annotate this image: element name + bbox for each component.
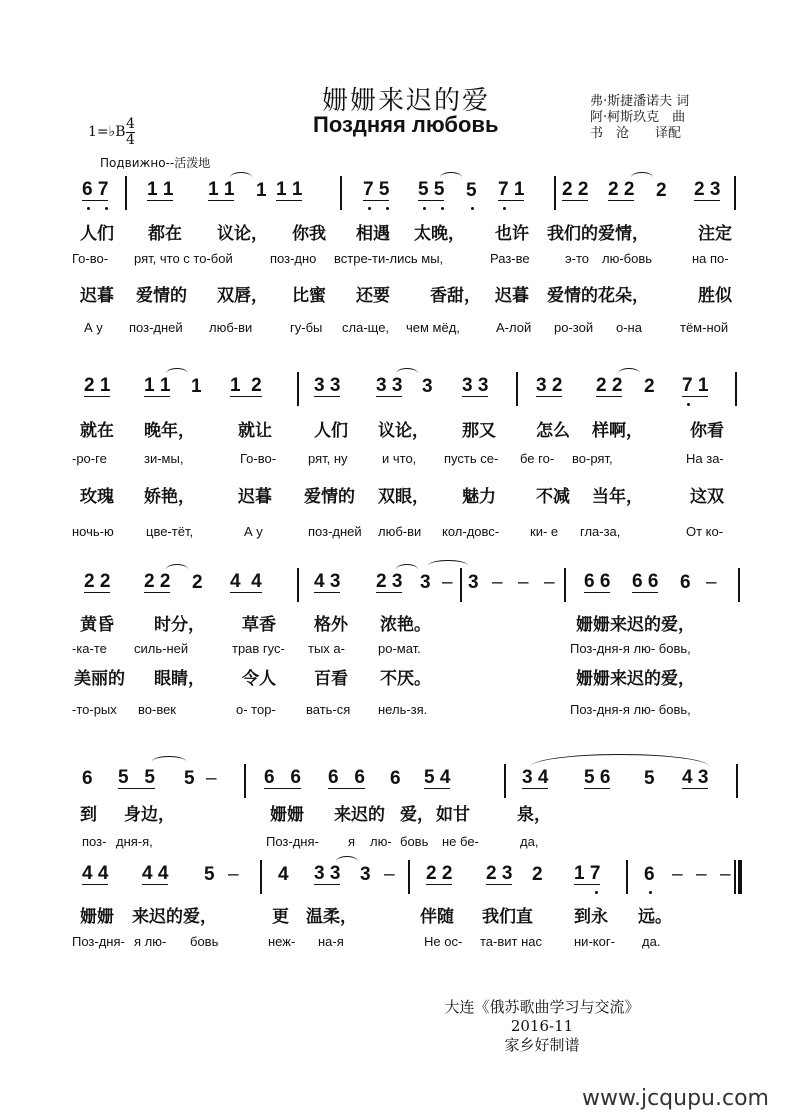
tie xyxy=(618,368,640,379)
tie xyxy=(396,564,418,575)
dash: – xyxy=(384,864,395,885)
footer-source: 大连《俄苏歌曲学习与交流》 xyxy=(444,998,640,1016)
music-staff-2 xyxy=(78,372,742,412)
note: 6 xyxy=(644,864,655,885)
low-octave-dot xyxy=(386,207,389,210)
barline xyxy=(297,568,299,602)
note: 1 xyxy=(191,376,202,397)
note-group: 3 2 xyxy=(536,375,563,396)
note-group: 2 3 xyxy=(376,571,403,592)
time-sig-bottom: 4 xyxy=(126,132,135,148)
key-signature xyxy=(88,124,126,140)
low-octave-dot xyxy=(441,207,444,210)
note-group: 2 2 xyxy=(608,179,635,200)
low-octave-dot xyxy=(423,207,426,210)
dash: – xyxy=(442,572,453,593)
final-barline-thick xyxy=(738,860,742,894)
dash: – xyxy=(706,572,717,593)
footer-maker: 家乡好制谱 xyxy=(504,1036,580,1054)
dash: – xyxy=(720,864,731,885)
note-group: 5 5 xyxy=(418,179,445,200)
barline xyxy=(734,176,736,210)
low-octave-dot xyxy=(687,403,690,406)
barline xyxy=(626,860,628,894)
barline xyxy=(736,764,738,798)
note-group: 2 2 xyxy=(562,179,589,200)
note-group: 6 7 xyxy=(82,179,109,200)
note-group: 3 4 xyxy=(522,767,549,788)
low-octave-dot xyxy=(105,207,108,210)
time-sig-top: 4 xyxy=(126,116,135,132)
note-group: 3 3 xyxy=(314,863,341,884)
note-group: 1 2 xyxy=(230,375,262,396)
low-octave-dot xyxy=(87,207,90,210)
final-barline-thin xyxy=(734,860,736,894)
barline xyxy=(516,372,518,406)
watermark: www.jcqupu.com xyxy=(582,1086,769,1111)
note: 3 xyxy=(468,572,479,593)
music-staff-4 xyxy=(78,764,742,804)
tie xyxy=(230,172,252,183)
note-group: 1 1 xyxy=(147,179,174,200)
note-group: 6 6 xyxy=(632,571,659,592)
note-group: 4 3 xyxy=(314,571,341,592)
song-title-chinese: 姗姗来迟的爱 xyxy=(322,86,491,116)
credit-lyricist: 弗·斯捷潘诺夫 词 xyxy=(590,94,690,109)
tie xyxy=(166,368,188,379)
note: 5 xyxy=(466,180,477,201)
barline xyxy=(244,764,246,798)
note: 3 xyxy=(360,864,371,885)
dash: – xyxy=(228,864,239,885)
tie xyxy=(631,172,653,183)
barline xyxy=(564,568,566,602)
note: 2 xyxy=(192,572,203,593)
low-octave-dot xyxy=(471,207,474,210)
note-group: 1 1 xyxy=(208,179,235,200)
note-group: 2 2 xyxy=(596,375,623,396)
tempo-marking: Подвижно--活泼地 xyxy=(100,156,211,170)
note-group: 2 2 xyxy=(144,571,171,592)
credit-translator: 书 沧 译配 xyxy=(590,126,682,141)
note-group: 6 6 xyxy=(584,571,611,592)
note: 4 xyxy=(278,864,289,885)
note-group: 1 7 xyxy=(574,863,601,884)
note-group: 3 3 xyxy=(462,375,489,396)
dash: – xyxy=(492,572,503,593)
tie xyxy=(428,560,468,571)
note: 6 xyxy=(82,768,93,789)
note: 6 xyxy=(390,768,401,789)
note-group: 4 3 xyxy=(682,767,709,788)
note: 1 xyxy=(256,180,267,201)
barline xyxy=(460,568,462,602)
note-group: 6 6 xyxy=(328,767,365,788)
low-octave-dot xyxy=(649,891,652,894)
note-group: 4 4 xyxy=(230,571,262,592)
note-group: 3 3 xyxy=(376,375,403,396)
note-group: 5 6 xyxy=(584,767,611,788)
note: 2 xyxy=(644,376,655,397)
note: 6 xyxy=(680,572,691,593)
tie xyxy=(166,564,188,575)
dash: – xyxy=(544,572,555,593)
note-group: 7 1 xyxy=(498,179,525,200)
barline xyxy=(297,372,299,406)
note-group: 7 5 xyxy=(363,179,390,200)
time-signature xyxy=(126,117,135,148)
note: 2 xyxy=(656,180,667,201)
dash: – xyxy=(206,768,217,789)
note-group: 2 2 xyxy=(84,571,111,592)
note-group: 2 2 xyxy=(426,863,453,884)
credit-composer: 阿·柯斯玖克 曲 xyxy=(590,110,686,125)
note-group: 6 6 xyxy=(264,767,301,788)
barline xyxy=(738,568,740,602)
dash: – xyxy=(518,572,529,593)
note: 2 xyxy=(532,864,543,885)
tie xyxy=(152,756,186,767)
credits xyxy=(590,94,689,142)
note-group: 3 3 xyxy=(314,375,341,396)
low-octave-dot xyxy=(595,891,598,894)
note-group: 5 4 xyxy=(424,767,451,788)
note-group: 4 4 xyxy=(142,863,169,884)
tie xyxy=(336,856,358,867)
note: 3 xyxy=(422,376,433,397)
note-group: 5 5 xyxy=(118,767,155,788)
note: 5 xyxy=(644,768,655,789)
note: 3 xyxy=(420,572,431,593)
music-staff-1 xyxy=(78,176,742,216)
note-group: 1 1 xyxy=(144,375,171,396)
note-group: 4 4 xyxy=(82,863,109,884)
note: 5 xyxy=(204,864,215,885)
barline xyxy=(735,372,737,406)
barline xyxy=(504,764,506,798)
barline xyxy=(408,860,410,894)
barline xyxy=(125,176,127,210)
barline xyxy=(340,176,342,210)
note-group: 1 1 xyxy=(276,179,303,200)
note-group: 7 1 xyxy=(682,375,709,396)
note-group: 2 1 xyxy=(84,375,111,396)
note-group: 2 3 xyxy=(486,863,513,884)
footer-date: 2016-11 xyxy=(510,1017,574,1035)
music-staff-3 xyxy=(78,568,742,608)
note-group: 2 3 xyxy=(694,179,721,200)
barline xyxy=(554,176,556,210)
footer-credits xyxy=(400,998,684,1055)
key-label: 1=♭B xyxy=(88,124,126,140)
low-octave-dot xyxy=(368,207,371,210)
music-staff-5 xyxy=(78,860,742,900)
dash: – xyxy=(696,864,707,885)
song-title-russian: Поздняя любовь xyxy=(313,112,499,137)
slur xyxy=(530,754,710,767)
note: 5 xyxy=(184,768,195,789)
barline xyxy=(260,860,262,894)
tie xyxy=(440,172,462,183)
low-octave-dot xyxy=(503,207,506,210)
dash: – xyxy=(672,864,683,885)
tie xyxy=(396,368,418,379)
